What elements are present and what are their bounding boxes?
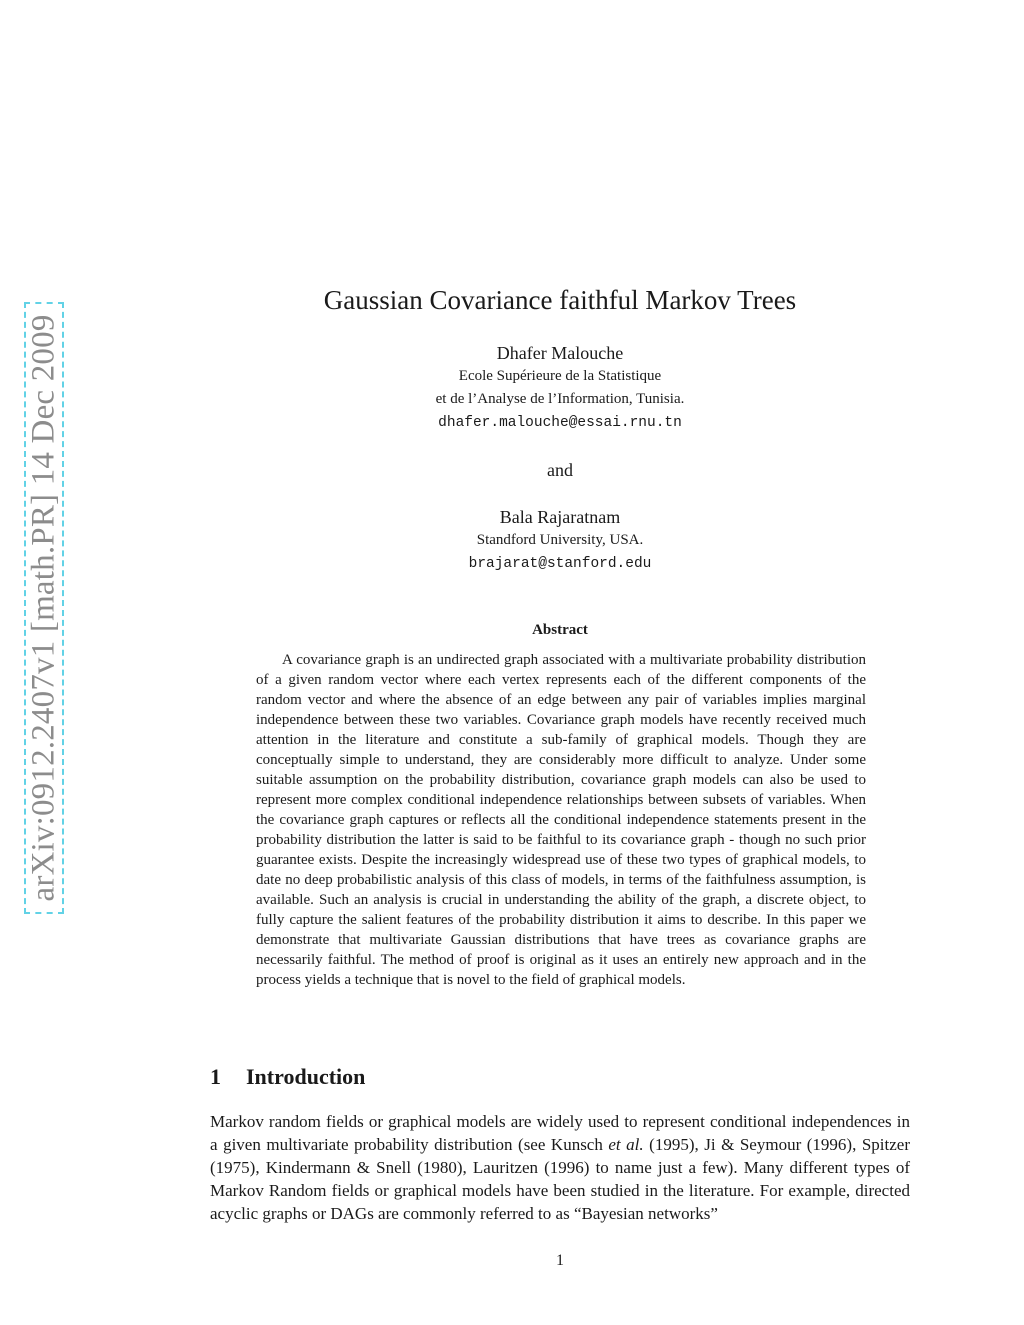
abstract-heading: Abstract	[532, 622, 588, 638]
author-email: brajarat@stanford.edu	[468, 556, 652, 572]
paper-title: Gaussian Covariance faithful Markov Trees	[323, 285, 797, 315]
author-affiliation-line: Standford University, USA.	[476, 532, 644, 548]
author-name: Dhafer Malouche	[496, 343, 624, 363]
intro-text-part: (1995), Ji & Seymour (1996), Spitzer (1975), Kindermann & Snell (1980), Lauritzen (1996) to name just a few). Many different types of Markov Random fields or graphical models have been studied in the literature. For example, directed acyclic graphs or DAGs are commonly referred to as “Bayesian networks”	[210, 1135, 910, 1223]
section-heading	[210, 1063, 365, 1091]
author-conjunction: and	[547, 460, 573, 480]
author-block-1	[200, 341, 920, 435]
intro-text-part: Markov random fields or graphical models are widely used to represent conditional independences in a given multivariate probability distribution (see Kunsch	[210, 1112, 910, 1154]
introduction-paragraph	[210, 1110, 910, 1225]
intro-italic-text: et al.	[608, 1135, 644, 1154]
author-affiliation-line: Ecole Supérieure de la Statistique	[458, 368, 662, 384]
page-number: 1	[556, 1252, 564, 1269]
section-number: 1	[210, 1064, 221, 1089]
abstract-body: A covariance graph is an undirected graph associated with a multivariate probability distribution of a given random vector where each vertex represents each of the different components of the random vector and where the absence of an edge between any pair of variables implies marginal independence between these two variables. Covariance graph models have recently received much attention in the literature and constitute a sub-family of graphical models. Though they are conceptually simple to understand, they are considerably more difficult to analyze. Under some suitable assumption on the probability distribution, covariance graph models can also be used to represent more complex conditional independence relationships between subsets of variables. When the covariance graph captures or reflects all the conditional independence statements present in the probability distribution the latter is said to be faithful to its covariance graph - though no such prior guarantee exists. Despite the increasingly widespread use of these two types of graphical models, to date no deep probabilistic analysis of this class of models, in terms of the faithfulness assumption, is available. Such an analysis is crucial in understanding the ability of the graph, a discrete object, to fully capture the salient features of the probability distribution it aims to describe. In this paper we demonstrate that multivariate Gaussian distributions that have trees as covariance graphs are necessarily faithful. The method of proof is original as it uses an entirely new approach and in the process yields a technique that is novel to the field of graphical models.	[256, 652, 866, 988]
author-name: Bala Rajaratnam	[499, 507, 621, 527]
author-affiliation-line: et de l’Analyse de l’Information, Tunisia.	[435, 391, 685, 407]
author-email: dhafer.malouche@essai.rnu.tn	[438, 415, 682, 431]
section-title: Introduction	[246, 1064, 366, 1089]
arxiv-stamp	[24, 302, 64, 914]
author-block-2	[200, 505, 920, 576]
arxiv-identifier: arXiv:0912.2407v1 [math.PR] 14 Dec 2009	[25, 314, 62, 902]
